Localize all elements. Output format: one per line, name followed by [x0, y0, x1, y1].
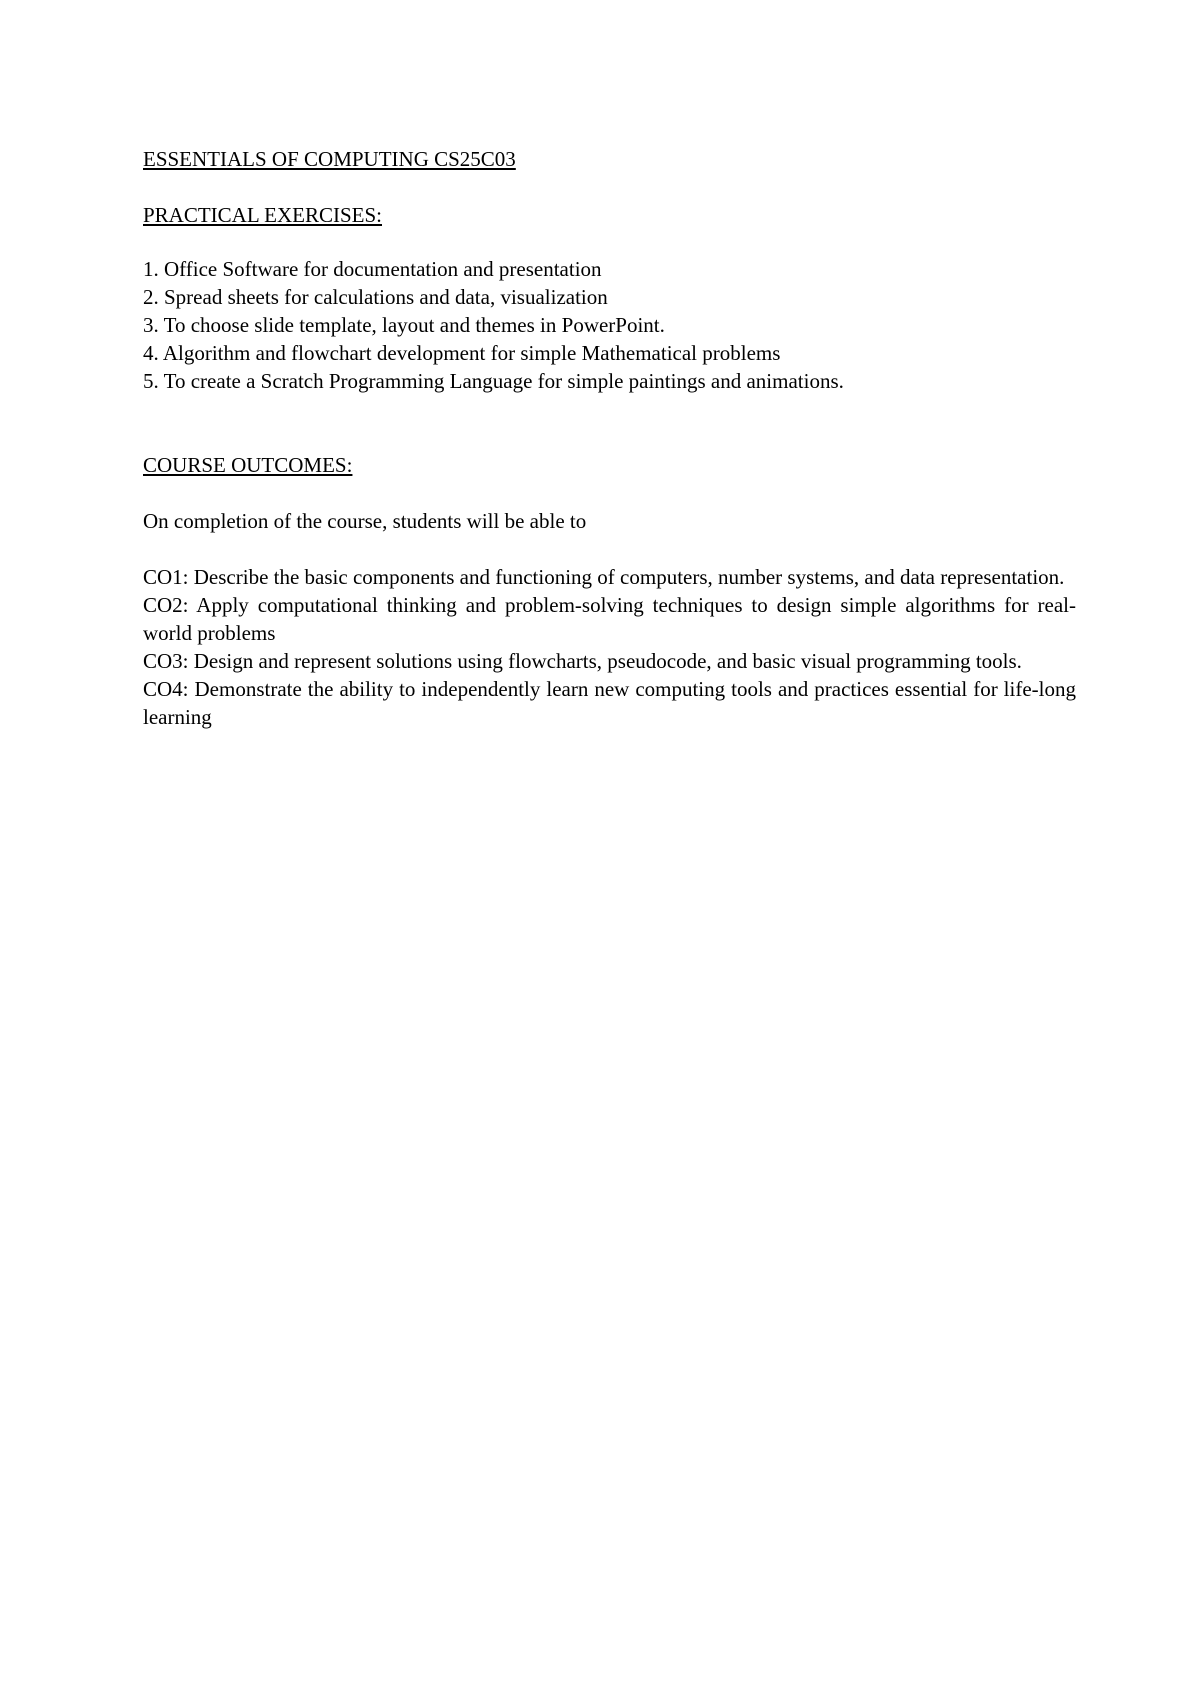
practical-exercises-heading: PRACTICAL EXERCISES:	[143, 203, 382, 227]
exercise-item: 2. Spread sheets for calculations and data, visualization	[143, 285, 608, 309]
exercise-item: 4. Algorithm and flowchart development for simple Mathematical problems	[143, 341, 781, 365]
outcome-item: CO4: Demonstrate the ability to independently learn new computing tools and practices essential for life-long learning	[143, 677, 1076, 729]
outcomes-intro: On completion of the course, students will be able to	[143, 509, 587, 533]
page-title: ESSENTIALS OF COMPUTING CS25C03	[143, 147, 516, 171]
outcome-item: CO2: Apply computational thinking and problem-solving techniques to design simple algorithms for real-world problems	[143, 593, 1076, 645]
course-outcomes-heading: COURSE OUTCOMES:	[143, 453, 353, 477]
document-page	[143, 145, 1076, 731]
outcome-item: CO3: Design and represent solutions using flowcharts, pseudocode, and basic visual programming tools.	[143, 649, 1022, 673]
course-outcomes-list	[143, 563, 1076, 731]
exercise-item: 3. To choose slide template, layout and themes in PowerPoint.	[143, 313, 665, 337]
outcome-item: CO1: Describe the basic components and functioning of computers, number systems, and data representation.	[143, 565, 1065, 589]
practical-exercises-list	[143, 255, 1076, 395]
exercise-item: 5. To create a Scratch Programming Language for simple paintings and animations.	[143, 369, 844, 393]
exercise-item: 1. Office Software for documentation and presentation	[143, 257, 602, 281]
